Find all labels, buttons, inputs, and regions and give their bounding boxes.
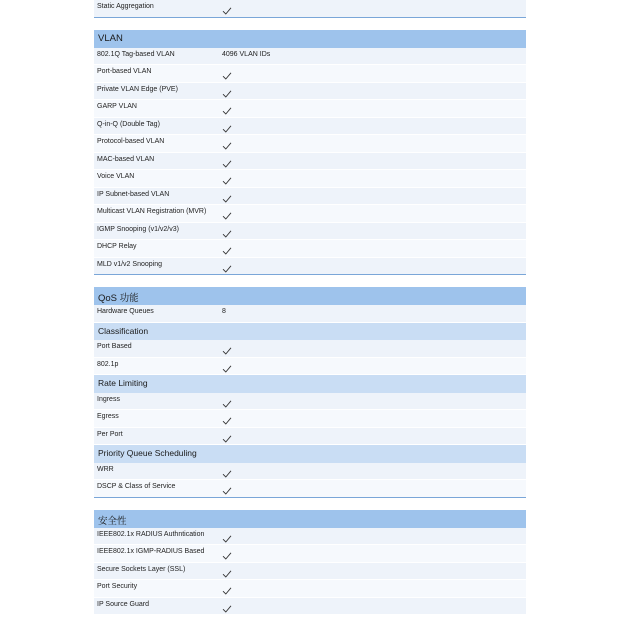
spec-label: GARP VLAN: [97, 103, 137, 110]
subsection-header-priority-queue-scheduling: [94, 445, 526, 463]
checkmark-icon: [222, 103, 232, 113]
spec-row: [94, 48, 526, 66]
subsection-title: Classification: [98, 325, 149, 336]
spec-label: Port-based VLAN: [97, 68, 152, 75]
checkmark-icon: [222, 68, 232, 78]
spec-row: [94, 205, 526, 223]
spec-row: [94, 153, 526, 171]
checkmark-icon: [222, 138, 232, 148]
spec-label: 802.1Q Tag-based VLAN: [97, 50, 175, 58]
spec-row: [94, 563, 526, 581]
spec-label: IEEE802.1x RADIUS Authntication: [97, 530, 205, 538]
spec-row-static-aggregation: [94, 0, 526, 18]
checkmark-icon: [222, 173, 232, 183]
spec-row: [94, 580, 526, 598]
section-gap: [94, 18, 526, 30]
checkmark-icon: [222, 156, 232, 166]
spec-label: WRR: [97, 465, 114, 473]
spec-value: 4096 VLAN IDs: [222, 50, 271, 58]
spec-label: Ingress: [97, 395, 120, 403]
checkmark-icon: [222, 343, 232, 353]
spec-label: Secure Sockets Layer (SSL): [97, 565, 186, 573]
section-title: VLAN: [98, 32, 123, 44]
spec-row: [94, 428, 526, 446]
spec-label: IEEE802.1x IGMP-RADIUS Based: [97, 548, 205, 555]
checkmark-icon: [222, 413, 232, 423]
spec-label: MLD v1/v2 Snooping: [97, 260, 162, 268]
checkmark-icon: [222, 86, 232, 96]
spec-label: DHCP Relay: [97, 243, 137, 250]
section-header-security: [94, 510, 526, 528]
spec-label: DSCP & Class of Service: [97, 483, 176, 490]
checkmark-icon: [222, 396, 232, 406]
spec-row: [94, 393, 526, 411]
spec-label: Static Aggregation: [97, 3, 154, 10]
spec-row: [94, 100, 526, 118]
spec-value: 8: [222, 308, 226, 315]
spec-row: [94, 305, 526, 323]
spec-row: [94, 598, 526, 616]
checkmark-icon: [222, 191, 232, 201]
checkmark-icon: [222, 431, 232, 441]
spec-label: IP Source Guard: [97, 600, 150, 608]
spec-row: [94, 410, 526, 428]
spec-row: [94, 65, 526, 83]
checkmark-icon: [222, 226, 232, 236]
spec-row: [94, 358, 526, 376]
checkmark-icon: [222, 548, 232, 558]
checkmark-icon: [222, 531, 232, 541]
spec-row: [94, 118, 526, 136]
spec-label: Port Based: [97, 343, 132, 350]
checkmark-icon: [222, 361, 232, 371]
spec-label: IGMP Snooping (v1/v2/v3): [97, 225, 179, 233]
checkmark-icon: [222, 466, 232, 476]
subsection-header-rate-limiting: [94, 375, 526, 393]
spec-row: [94, 480, 526, 498]
checkmark-icon: [222, 243, 232, 253]
section-header-vlan: [94, 30, 526, 48]
spec-label: Per Port: [97, 430, 123, 438]
spec-row: [94, 463, 526, 481]
spec-label: Voice VLAN: [97, 173, 135, 180]
spec-sheet: [94, 0, 526, 615]
spec-label: Q-in-Q (Double Tag): [97, 120, 160, 128]
section-title: QoS 功能: [98, 293, 139, 304]
spec-label: Private VLAN Edge (PVE): [97, 85, 178, 93]
spec-label: Port Security: [97, 583, 138, 590]
section-gap: [94, 498, 526, 510]
section-gap: [94, 275, 526, 287]
subsection-title: Rate Limiting: [98, 378, 148, 388]
section-title: 安全性: [98, 515, 127, 527]
spec-label: Multicast VLAN Registration (MVR): [97, 208, 207, 215]
spec-row: [94, 170, 526, 188]
checkmark-icon: [222, 483, 232, 493]
spec-label: Protocol-based VLAN: [97, 138, 165, 145]
spec-row: [94, 528, 526, 546]
spec-row: [94, 188, 526, 206]
checkmark-icon: [222, 601, 232, 611]
subsection-title: Priority Queue Scheduling: [98, 448, 197, 458]
checkmark-icon: [222, 3, 232, 13]
checkmark-icon: [222, 208, 232, 218]
spec-label: Hardware Queues: [97, 308, 154, 315]
spec-row: [94, 340, 526, 358]
checkmark-icon: [222, 566, 232, 576]
subsection-header-classification: [94, 323, 526, 341]
spec-label: Egress: [97, 413, 119, 420]
spec-label: IP Subnet-based VLAN: [97, 190, 170, 198]
spec-row: [94, 223, 526, 241]
spec-label: 802.1p: [97, 360, 119, 368]
spec-row: [94, 545, 526, 563]
spec-row: [94, 135, 526, 153]
section-header-qos: [94, 287, 526, 305]
spec-row: [94, 258, 526, 276]
checkmark-icon: [222, 261, 232, 271]
checkmark-icon: [222, 583, 232, 593]
spec-row: [94, 240, 526, 258]
checkmark-icon: [222, 121, 232, 131]
spec-label: MAC-based VLAN: [97, 155, 155, 163]
spec-row: [94, 83, 526, 101]
